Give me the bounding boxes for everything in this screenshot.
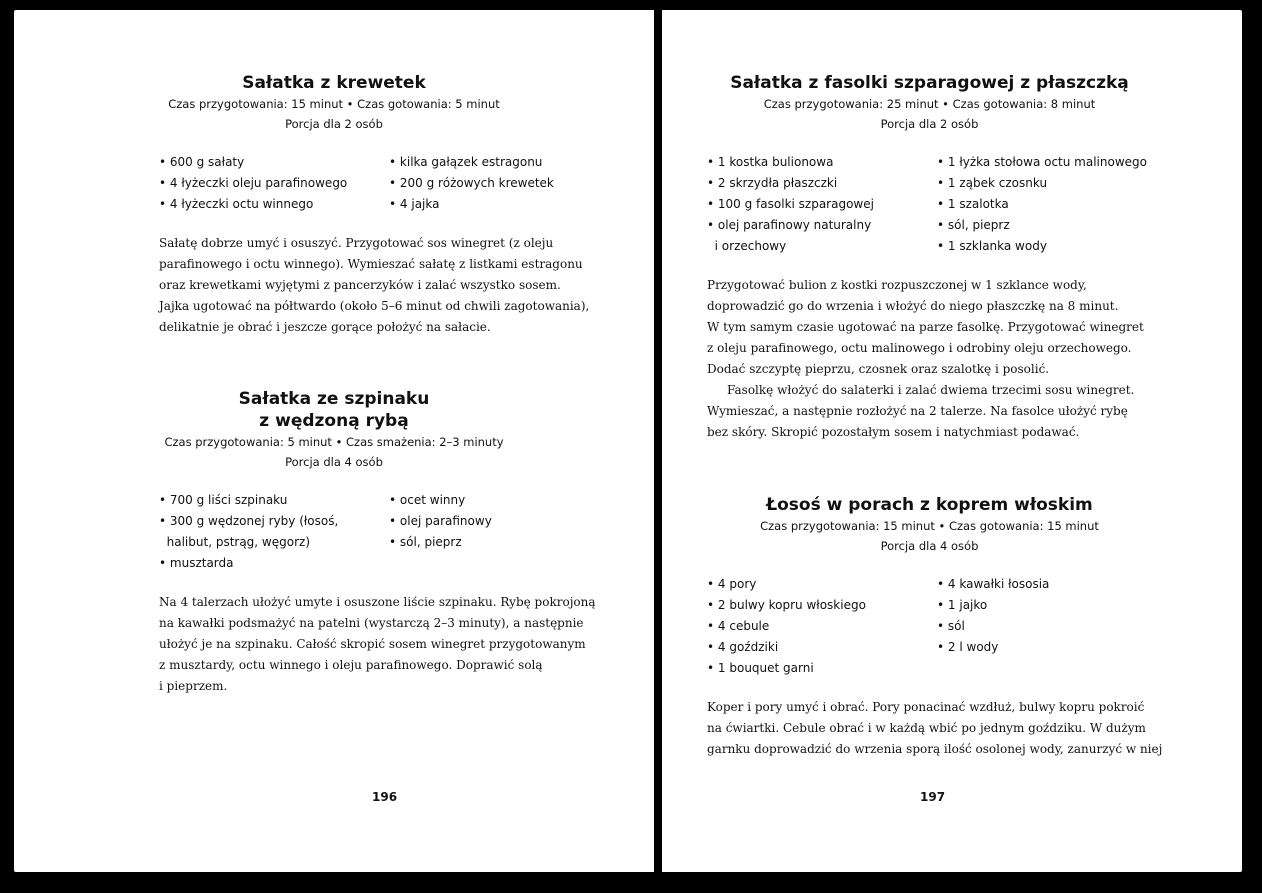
ingredient-item: • 2 l wody [937, 637, 1049, 658]
ingredient-item: • 4 kawałki łososia [937, 574, 1049, 595]
recipe-title-line-2: z wędzoną rybą [259, 411, 409, 431]
recipe-method [707, 275, 1197, 443]
method-line: Przygotować bulion z kostki rozpuszczonej w 1 szklance wody, [707, 278, 1087, 292]
recipe-times: Czas przygotowania: 5 minut • Czas smażenia: 2–3 minuty [164, 435, 504, 449]
ingredient-item: • 1 szklanka wody [937, 236, 1147, 257]
ingredient-item: • olej parafinowy naturalny [707, 215, 937, 236]
method-line: na ćwiartki. Cebule obrać i w każdą wbić po jednym goździku. W dużym [707, 721, 1146, 735]
ingredients-column-left [707, 152, 937, 257]
method-line: na kawałki podsmażyć na patelni (wystarczą 2–3 minuty), a następnie [159, 616, 584, 630]
recipe-method [159, 233, 654, 338]
ingredients-list [707, 152, 1197, 257]
recipe-servings: Porcja dla 2 osób [285, 117, 383, 131]
ingredient-item: • 300 g wędzonej ryby (łosoś, [159, 511, 389, 532]
ingredients-column-right [389, 490, 492, 574]
recipe-green-bean-skate-salad [662, 72, 1197, 443]
method-line: i pieprzem. [159, 679, 228, 693]
recipe-title: Sałatka ze szpinaku [238, 389, 430, 409]
page-number: 196 [372, 790, 398, 804]
recipe-servings: Porcja dla 4 osób [880, 539, 979, 553]
ingredient-item: • 4 cebule [707, 616, 937, 637]
recipe-shrimp-salad [14, 72, 654, 338]
ingredient-item: • 1 kostka bulionowa [707, 152, 937, 173]
ingredients-column-left [159, 490, 389, 574]
ingredients-column-left [159, 152, 389, 215]
method-line: Dodać szczyptę pieprzu, czosnek oraz szalotkę i posolić. [707, 362, 1050, 376]
method-line: Sałatę dobrze umyć i osuszyć. Przygotować sos winegret (z oleju [159, 236, 554, 250]
recipe-servings: Porcja dla 2 osób [880, 117, 979, 131]
method-line: Koper i pory umyć i obrać. Pory ponacinać wzdłuż, bulwy kopru pokroić [707, 700, 1145, 714]
ingredient-item: • 4 łyżeczki octu winnego [159, 194, 389, 215]
ingredients-column-right [937, 574, 1049, 679]
ingredients-list [707, 574, 1197, 679]
recipe-spinach-salad [14, 388, 654, 697]
ingredient-item: • 2 skrzydła płaszczki [707, 173, 937, 194]
recipe-method [159, 592, 654, 697]
ingredient-item: • 700 g liści szpinaku [159, 490, 389, 511]
ingredients-column-left [707, 574, 937, 679]
method-line: z oleju parafinowego, octu malinowego i odrobiny oleju orzechowego. [707, 341, 1132, 355]
ingredient-item: • 1 ząbek czosnku [937, 173, 1147, 194]
method-line: Na 4 talerzach ułożyć umyte i osuszone liście szpinaku. Rybę pokrojoną [159, 595, 596, 609]
recipe-method [707, 697, 1197, 760]
recipe-times: Czas przygotowania: 15 minut • Czas gotowania: 15 minut [760, 519, 1099, 533]
ingredient-item: • 200 g różowych krewetek [389, 173, 554, 194]
method-line: delikatnie je obrać i jeszcze gorące położyć na sałacie. [159, 320, 491, 334]
right-page [662, 10, 1242, 872]
recipe-times: Czas przygotowania: 15 minut • Czas gotowania: 5 minut [168, 97, 500, 111]
ingredients-list [159, 490, 654, 574]
ingredient-item: • 600 g sałaty [159, 152, 389, 173]
ingredient-item: • sól, pieprz [937, 215, 1147, 236]
ingredient-item-continued: halibut, pstrąg, węgorz) [166, 535, 311, 549]
ingredient-item: • musztarda [159, 553, 389, 574]
method-line: oraz krewetkami wyjętymi z pancerzyków i zalać wszystko sosem. [159, 278, 561, 292]
method-line: Wymieszać, a następnie rozłożyć na 2 talerze. Na fasolce ułożyć rybę [707, 404, 1128, 418]
recipe-title: Łosoś w porach z koprem włoskim [766, 495, 1093, 515]
ingredient-item: • 100 g fasolki szparagowej [707, 194, 937, 215]
ingredient-item: • ocet winny [389, 490, 492, 511]
ingredient-item: • 1 łyżka stołowa octu malinowego [937, 152, 1147, 173]
method-line: Fasolkę włożyć do salaterki i zalać dwiema trzecimi sosu winegret. [727, 383, 1135, 397]
ingredient-item: • sól [937, 616, 1049, 637]
ingredient-item: • 4 łyżeczki oleju parafinowego [159, 173, 389, 194]
method-line: parafinowego i octu winnego). Wymieszać sałatę z listkami estragonu [159, 257, 583, 271]
method-line: Jajka ugotować na półtwardo (około 5–6 minut od chwili zagotowania), [159, 299, 590, 313]
method-line: ułożyć je na szpinaku. Całość skropić sosem winegret przygotowanym [159, 637, 586, 651]
ingredients-column-right [937, 152, 1147, 257]
method-line: z musztardy, octu winnego i oleju parafinowego. Doprawić solą [159, 658, 543, 672]
ingredients-list [159, 152, 654, 215]
recipe-times: Czas przygotowania: 25 minut • Czas gotowania: 8 minut [763, 97, 1096, 111]
ingredient-item: • 1 bouquet garni [707, 658, 937, 679]
ingredient-item: • kilka gałązek estragonu [389, 152, 554, 173]
recipe-title: Sałatka z fasolki szparagowej z płaszczką [730, 73, 1129, 93]
method-line: garnku doprowadzić do wrzenia sporą ilość osolonej wody, zanurzyć w niej [707, 742, 1163, 756]
ingredient-item: • 4 pory [707, 574, 937, 595]
left-page [14, 10, 654, 872]
ingredient-item: • 1 jajko [937, 595, 1049, 616]
method-line: doprowadzić go do wrzenia i włożyć do niego płaszczkę na 8 minut. [707, 299, 1119, 313]
ingredient-item-continued: i orzechowy [714, 239, 787, 253]
page-number: 197 [920, 790, 946, 804]
recipe-salmon-leeks-fennel [662, 494, 1197, 760]
ingredient-item: • sól, pieprz [389, 532, 492, 553]
method-line: W tym samym czasie ugotować na parze fasolkę. Przygotować winegret [707, 320, 1144, 334]
ingredient-item: • 4 goździki [707, 637, 937, 658]
recipe-servings: Porcja dla 4 osób [285, 455, 383, 469]
ingredient-item: • olej parafinowy [389, 511, 492, 532]
ingredient-item: • 2 bulwy kopru włoskiego [707, 595, 937, 616]
method-line: bez skóry. Skropić pozostałym sosem i natychmiast podawać. [707, 425, 1080, 439]
ingredient-item: • 4 jajka [389, 194, 554, 215]
ingredients-column-right [389, 152, 554, 215]
ingredient-item: • 1 szalotka [937, 194, 1147, 215]
recipe-title: Sałatka z krewetek [242, 73, 426, 93]
